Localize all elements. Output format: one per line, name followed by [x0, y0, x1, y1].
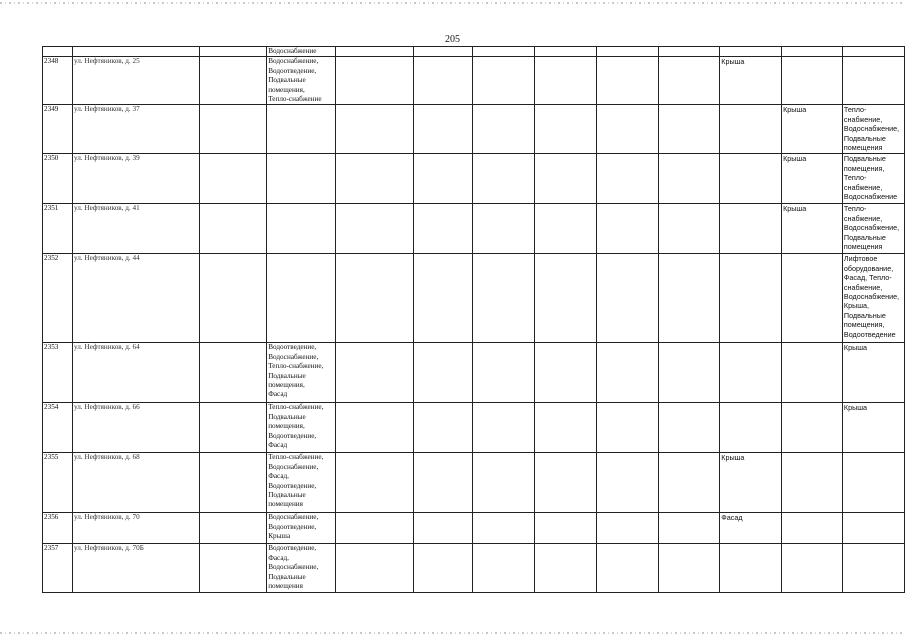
cell-empty: [658, 254, 720, 343]
row-number: 2351: [43, 204, 73, 254]
works-cell: [267, 154, 336, 204]
cell-empty: [336, 154, 414, 204]
row-number: 2353: [43, 343, 73, 403]
cell-empty: [413, 343, 473, 403]
address-cell: ул. Нефтяников, д. 25: [72, 57, 199, 105]
row-number: 2356: [43, 513, 73, 544]
works-cell: [782, 57, 843, 105]
cell-empty: [199, 57, 267, 105]
cell-empty: [336, 57, 414, 105]
works-cell: Крыша: [720, 453, 782, 513]
carryover-row: [43, 47, 905, 57]
cell-empty: [596, 403, 658, 453]
works-cell: [720, 544, 782, 593]
cell-empty: [199, 453, 267, 513]
row-number: 2349: [43, 105, 73, 154]
address-cell: ул. Нефтяников, д. 44: [72, 254, 199, 343]
cell-empty: [199, 254, 267, 343]
works-cell: [842, 453, 904, 513]
row-number: 2357: [43, 544, 73, 593]
works-cell: [267, 204, 336, 254]
cell-empty: [199, 513, 267, 544]
works-table: [42, 46, 905, 593]
works-cell: Крыша: [782, 204, 843, 254]
address-cell: ул. Нефтяников, д. 66: [72, 403, 199, 453]
bottom-scan-edge: [0, 632, 905, 634]
cell-empty: [658, 343, 720, 403]
row-number: 2350: [43, 154, 73, 204]
works-cell: [720, 105, 782, 154]
works-cell: [720, 204, 782, 254]
cell-empty: [473, 57, 535, 105]
address-cell: ул. Нефтяников, д. 37: [72, 105, 199, 154]
cell-empty: [413, 57, 473, 105]
address-cell: ул. Нефтяников, д. 68: [72, 453, 199, 513]
cell-empty: [535, 254, 597, 343]
table-row: [43, 57, 905, 105]
cell-empty: [782, 47, 843, 57]
works-cell: [842, 513, 904, 544]
cell-empty: [658, 513, 720, 544]
cell-empty: [336, 105, 414, 154]
cell-empty: [473, 204, 535, 254]
table-row: [43, 204, 905, 254]
cell-empty: [413, 403, 473, 453]
cell-empty: [842, 47, 904, 57]
cell-empty: [535, 154, 597, 204]
cell-empty: [413, 453, 473, 513]
cell-empty: [336, 204, 414, 254]
works-cell: Лифтовое оборудование, Фасад, Тепло- снабжение, Водоснабжение, Крыша, Подвальные помещения, Водоотведение: [842, 254, 904, 343]
cell-empty: [535, 403, 597, 453]
works-cell: [782, 513, 843, 544]
table-row: [43, 403, 905, 453]
cell-empty: [535, 544, 597, 593]
works-cell: Тепло-снабжение, Водоснабжение, Фасад, Водоотведение, Подвальные помещения: [267, 453, 336, 513]
works-cell: Крыша: [842, 343, 904, 403]
works-cell: Тепло- снабжение, Водоснабжение, Подвальные помещения: [842, 204, 904, 254]
cell-empty: [199, 105, 267, 154]
row-number: 2348: [43, 57, 73, 105]
cell-empty: [72, 47, 199, 57]
cell-empty: [199, 544, 267, 593]
cell-empty: [413, 204, 473, 254]
works-cell: Водоснабжение, Водоотведение, Подвальные помещения, Тепло-снабжение: [267, 57, 336, 105]
cell-empty: [336, 513, 414, 544]
works-cell: [267, 254, 336, 343]
works-cell: [720, 154, 782, 204]
works-cell: Фасад: [720, 513, 782, 544]
works-cell: [720, 254, 782, 343]
works-cell: [720, 343, 782, 403]
cell-empty: [43, 47, 73, 57]
cell-empty: [336, 544, 414, 593]
cell-empty: [413, 254, 473, 343]
top-scan-edge: [0, 2, 905, 4]
works-cell: Водоснабжение, Водоотведение, Крыша: [267, 513, 336, 544]
cell-empty: [473, 453, 535, 513]
cell-empty: [535, 513, 597, 544]
cell-empty: [199, 154, 267, 204]
cell-empty: [596, 544, 658, 593]
works-cell: Крыша: [720, 57, 782, 105]
cell-empty: [658, 403, 720, 453]
works-cell: Крыша: [842, 403, 904, 453]
cell-empty: [658, 47, 720, 57]
cell-empty: [658, 453, 720, 513]
cell-empty: [413, 154, 473, 204]
cell-empty: [336, 254, 414, 343]
cell-empty: [413, 513, 473, 544]
cell-empty: [413, 105, 473, 154]
cell-empty: [473, 47, 535, 57]
cell-empty: [596, 453, 658, 513]
works-cell: [782, 544, 843, 593]
cell-empty: [596, 513, 658, 544]
cell-empty: [596, 57, 658, 105]
cell-empty: [658, 154, 720, 204]
cell-empty: [199, 47, 267, 57]
works-cell: Водоотведение, Водоснабжение, Тепло-снабжение, Подвальные помещения, Фасад: [267, 343, 336, 403]
cell-empty: [658, 105, 720, 154]
cell-empty: [473, 105, 535, 154]
table-row: [43, 254, 905, 343]
works-cell: Крыша: [782, 105, 843, 154]
address-cell: ул. Нефтяников, д. 64: [72, 343, 199, 403]
cell-empty: [535, 105, 597, 154]
cell-empty: [596, 105, 658, 154]
table-row: [43, 105, 905, 154]
cell-empty: [596, 154, 658, 204]
table-row: [43, 544, 905, 593]
cell-empty: [720, 47, 782, 57]
table-row: [43, 453, 905, 513]
cell-empty: [658, 204, 720, 254]
page-number: 205: [445, 34, 460, 45]
works-cell: Крыша: [782, 154, 843, 204]
works-cell: Водоотведение, Фасад, Водоснабжение, Подвальные помещения: [267, 544, 336, 593]
carryover-works: Водоснабжение: [267, 47, 336, 57]
works-cell: [720, 403, 782, 453]
works-cell: [782, 343, 843, 403]
cell-empty: [535, 57, 597, 105]
works-cell: [267, 105, 336, 154]
cell-empty: [596, 204, 658, 254]
cell-empty: [199, 343, 267, 403]
cell-empty: [413, 47, 473, 57]
cell-empty: [596, 47, 658, 57]
cell-empty: [199, 204, 267, 254]
cell-empty: [658, 544, 720, 593]
table-row: [43, 513, 905, 544]
address-cell: ул. Нефтяников, д. 70Б: [72, 544, 199, 593]
cell-empty: [336, 453, 414, 513]
table-row: [43, 343, 905, 403]
cell-empty: [535, 204, 597, 254]
table-row: [43, 154, 905, 204]
cell-empty: [535, 453, 597, 513]
row-number: 2352: [43, 254, 73, 343]
row-number: 2355: [43, 453, 73, 513]
cell-empty: [596, 343, 658, 403]
address-cell: ул. Нефтяников, д. 70: [72, 513, 199, 544]
cell-empty: [413, 544, 473, 593]
cell-empty: [473, 513, 535, 544]
row-number: 2354: [43, 403, 73, 453]
cell-empty: [535, 47, 597, 57]
works-cell: Подвальные помещения, Тепло- снабжение, Водоснабжение: [842, 154, 904, 204]
address-cell: ул. Нефтяников, д. 41: [72, 204, 199, 254]
works-cell: [842, 57, 904, 105]
cell-empty: [658, 57, 720, 105]
cell-empty: [336, 47, 414, 57]
cell-empty: [199, 403, 267, 453]
works-cell: [782, 254, 843, 343]
works-cell: [842, 544, 904, 593]
cell-empty: [473, 403, 535, 453]
cell-empty: [473, 544, 535, 593]
works-cell: Тепло- снабжение, Водоснабжение, Подвальные помещения: [842, 105, 904, 154]
cell-empty: [336, 343, 414, 403]
cell-empty: [336, 403, 414, 453]
cell-empty: [473, 343, 535, 403]
works-cell: Тепло-снабжение, Подвальные помещения, Водоотведение, Фасад: [267, 403, 336, 453]
cell-empty: [535, 343, 597, 403]
address-cell: ул. Нефтяников, д. 39: [72, 154, 199, 204]
cell-empty: [596, 254, 658, 343]
works-cell: [782, 403, 843, 453]
cell-empty: [473, 154, 535, 204]
works-cell: [782, 453, 843, 513]
cell-empty: [473, 254, 535, 343]
